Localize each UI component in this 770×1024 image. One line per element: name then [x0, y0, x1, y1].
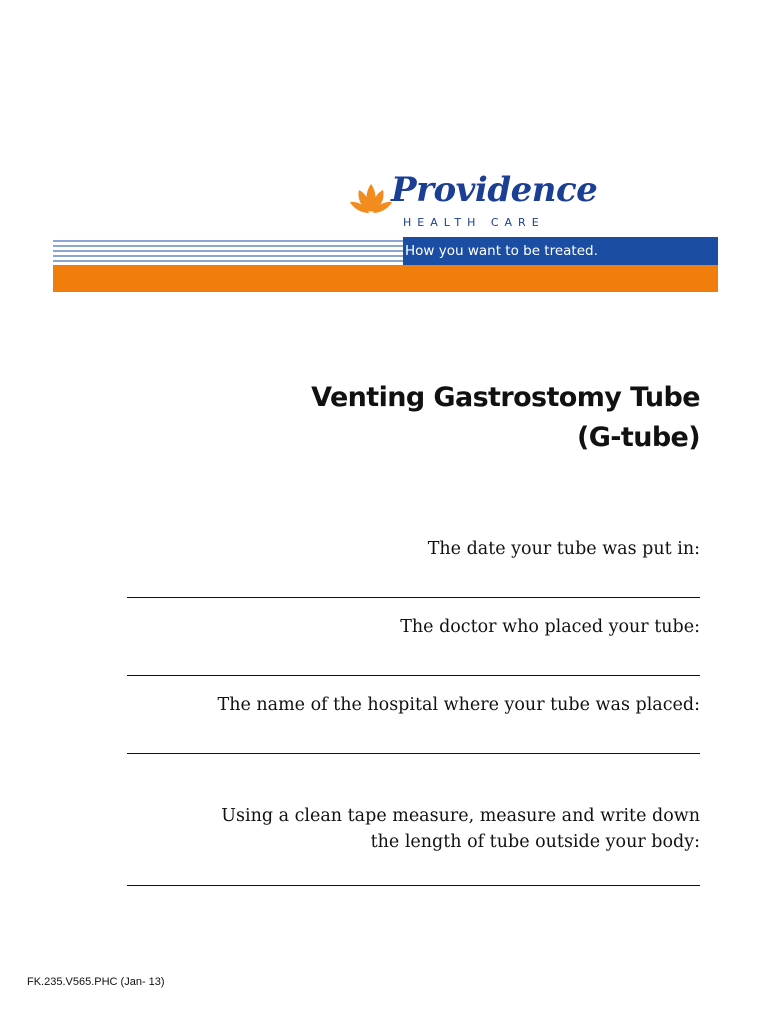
logo-wordmark: Providence: [391, 170, 598, 210]
band-orange-block: [53, 265, 718, 292]
field-line-tube-length[interactable]: [127, 885, 700, 886]
field-line-doctor[interactable]: [127, 675, 700, 676]
title-line-2: (G-tube): [576, 422, 700, 453]
field-label-date: The date your tube was put in:: [427, 539, 700, 559]
field-label-tube-length: Using a clean tape measure, measure and write down the length of tube outside your body:: [221, 806, 700, 852]
providence-logo: [345, 160, 598, 240]
title-line-1: Venting Gastrostomy Tube: [311, 382, 700, 413]
flower-icon: [349, 182, 393, 214]
field-line-hospital[interactable]: [127, 753, 700, 754]
field-line-date[interactable]: [127, 597, 700, 598]
document-title: [311, 378, 700, 458]
field-label-hospital: The name of the hospital where your tube was placed:: [217, 695, 700, 715]
logo-tagline: How you want to be treated.: [405, 243, 598, 259]
field-label-doctor: The doctor who placed your tube:: [400, 617, 700, 637]
brand-band: [53, 237, 718, 292]
logo-subtitle: HEALTH CARE: [403, 216, 545, 229]
form-code: FK.235.V565.PHC (Jan- 13): [27, 976, 165, 988]
